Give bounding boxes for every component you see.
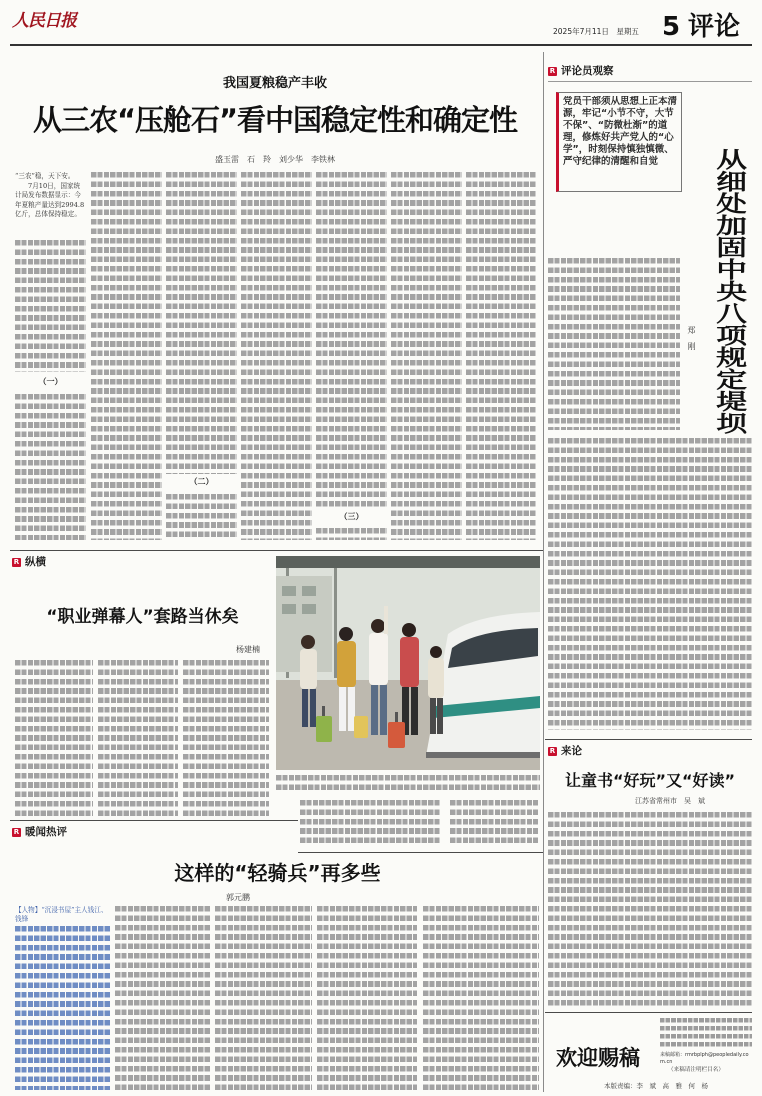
body-text-block bbox=[466, 172, 536, 540]
pullquote-text: 党员干部须从思想上正本清源，牢记“小节不守，大节不保”、“防微杜渐”的道理，修炼好共产党人的“心学”，时刻保持慎独慎微、严守纪律的清醒和自觉 bbox=[563, 96, 677, 167]
body-text-block bbox=[115, 906, 210, 1090]
page-editors: 本版责编：李 斌 高 雅 何 杨 bbox=[604, 1082, 708, 1090]
body-text-block bbox=[317, 906, 417, 1090]
lead-section-mark: （一） bbox=[38, 377, 63, 386]
issue-date: 2025年7月11日 星期五 bbox=[553, 27, 639, 36]
lead-opening-paragraph: 7月10日，国家统计局发布数据显示：今年夏粮产量达到2994.8亿斤，总体保持稳定。 bbox=[15, 182, 85, 219]
commentary-column-label: 评论员观察 bbox=[561, 65, 614, 77]
section-rule bbox=[10, 550, 543, 551]
r-column-icon bbox=[12, 828, 21, 837]
submissions-note: （来稿请注明栏目名） bbox=[668, 1067, 724, 1073]
zongheng-column-label: 纵横 bbox=[25, 556, 46, 568]
zongheng-headline: “职业弹幕人”套路当休矣 bbox=[46, 607, 239, 627]
body-text-block bbox=[15, 394, 86, 540]
submissions-title: 欢迎赐稿 bbox=[556, 1046, 640, 1070]
lailun-column-label: 来论 bbox=[561, 745, 582, 757]
body-text-block bbox=[91, 172, 162, 540]
section-rule bbox=[545, 1012, 752, 1013]
body-text-block bbox=[166, 172, 237, 474]
body-text-block bbox=[241, 172, 312, 540]
lead-kicker: 我国夏粮稳产丰收 bbox=[222, 76, 327, 91]
body-text-block bbox=[548, 258, 680, 430]
commentary-author: 郑 刚 bbox=[687, 326, 696, 350]
column-divider bbox=[543, 52, 544, 1092]
commentary-headline: 从细处加固中央八项规定堤坝 bbox=[711, 148, 747, 434]
body-text-block bbox=[15, 660, 93, 816]
page-section-title: 评论 bbox=[688, 12, 741, 42]
traveler bbox=[428, 646, 444, 734]
submissions-notice-text bbox=[660, 1018, 752, 1050]
section-rule bbox=[298, 852, 543, 853]
body-text-block bbox=[548, 438, 752, 730]
lead-byline: 盛玉雷 石 羚 刘少华 李铁林 bbox=[215, 155, 335, 164]
lailun-author: 江苏省常州市 吴 斌 bbox=[635, 797, 705, 805]
body-text-block bbox=[316, 172, 387, 510]
page-number: 5 bbox=[662, 12, 681, 42]
masthead-rule bbox=[10, 44, 752, 46]
lead-section-mark: （二） bbox=[189, 477, 214, 486]
nuanwen-person-note: 【人物】“沉浸书屋”主人钱江、钱锋 bbox=[15, 906, 108, 924]
body-text-block bbox=[15, 926, 110, 1090]
r-column-icon bbox=[12, 558, 21, 567]
masthead-logo: 人民日报 bbox=[12, 11, 76, 31]
body-text-block bbox=[15, 240, 86, 372]
r-column-icon bbox=[548, 747, 557, 756]
body-text-block bbox=[166, 494, 237, 540]
lailun-headline: 让童书“好玩”又“好读” bbox=[564, 771, 736, 790]
body-text-block bbox=[316, 528, 387, 540]
nuanwen-headline: 这样的“轻骑兵”再多些 bbox=[174, 861, 381, 885]
suitcase bbox=[354, 716, 368, 738]
body-text-block bbox=[98, 660, 178, 816]
body-text-block bbox=[450, 800, 538, 844]
section-rule bbox=[545, 739, 752, 740]
submissions-email: 来稿邮箱：rmrbplph@peopledaily.com.cn bbox=[660, 1052, 749, 1065]
lead-opening-line: “三农”稳，天下安。 bbox=[15, 172, 75, 180]
commentary-pullquote bbox=[556, 92, 682, 192]
r-column-icon bbox=[548, 67, 557, 76]
lead-section-mark: （三） bbox=[339, 512, 364, 521]
section-rule bbox=[10, 820, 298, 821]
section-rule bbox=[548, 81, 752, 82]
station-photo bbox=[276, 556, 540, 770]
body-text-block bbox=[183, 660, 269, 816]
body-text-block bbox=[548, 812, 752, 1006]
body-text-block bbox=[423, 906, 539, 1090]
nuanwen-author: 郭元鹏 bbox=[226, 893, 250, 902]
photo-caption bbox=[276, 775, 540, 791]
nuanwen-column-label: 暖闻热评 bbox=[25, 826, 67, 838]
body-text-block bbox=[391, 172, 462, 540]
zongheng-author: 杨建楠 bbox=[236, 645, 260, 654]
lead-headline: 从三农“压舱石”看中国稳定性和确定性 bbox=[32, 103, 518, 137]
body-text-block bbox=[215, 906, 312, 1090]
body-text-block bbox=[300, 800, 440, 846]
